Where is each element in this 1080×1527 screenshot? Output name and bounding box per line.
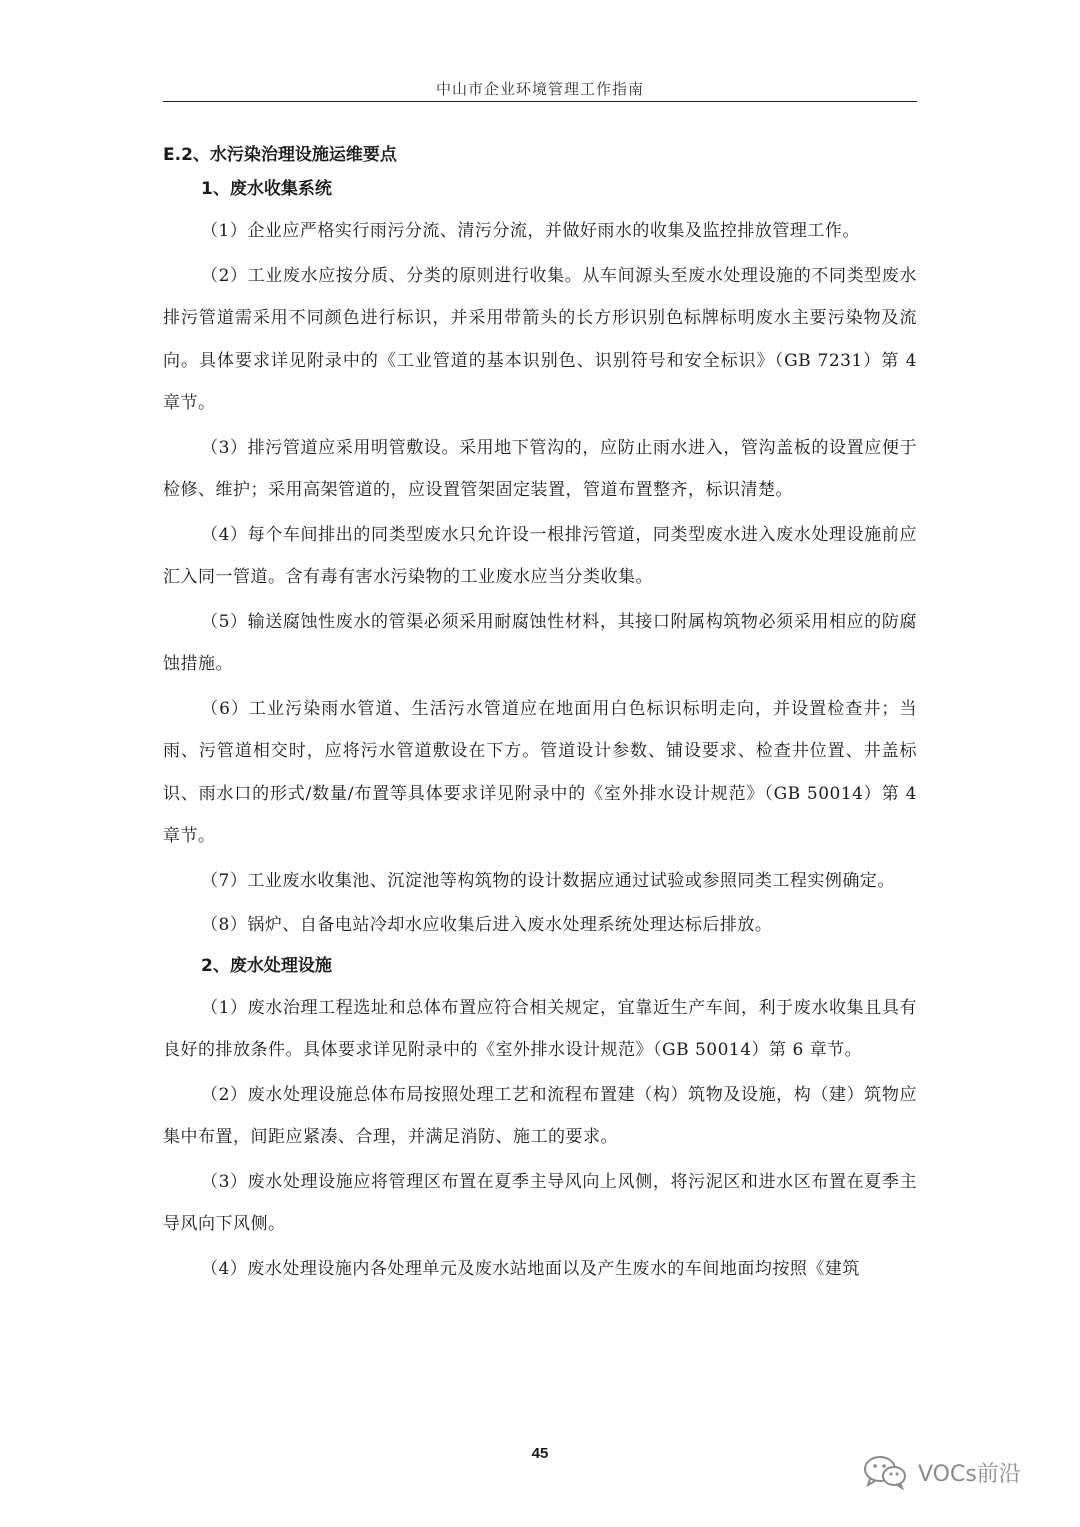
paragraph: （2）工业废水应按分质、分类的原则进行收集。从车间源头至废水处理设施的不同类型废水排污管道需采用不同颜色进行标识，并采用带箭头的长方形识别色标牌标明废水主要污染物及流向。具体要求详见附录中的《工业管道的基本识别色、识别符号和安全标识》（GB 7231）第 4 章节。	[163, 265, 917, 413]
subsection-title-treatment: 2、废水处理设施	[201, 955, 332, 976]
paragraph: （6）工业污染雨水管道、生活污水管道应在地面用白色标识标明走向，并设置检查井；当雨、污管道相交时，应将污水管道敷设在下方。管道设计参数、铺设要求、检查井位置、井盖标识、雨水口的形式/数量/布置等具体要求详见附录中的《室外排水设计规范》（GB 50014）第 4 章节。	[163, 698, 917, 846]
paragraph: （7）工业废水收集池、沉淀池等构筑物的设计数据应通过试验或参照同类工程实例确定。	[201, 870, 895, 891]
paragraph: （1）企业应严格实行雨污分流、清污分流，并做好雨水的收集及监控排放管理工作。	[201, 221, 860, 241]
header-rule	[163, 101, 917, 102]
page-number: 45	[531, 1445, 549, 1462]
paragraph: （4）每个车间排出的同类型废水只允许设一根排污管道，同类型废水进入废水处理设施前应汇入同一管道。含有毒有害水污染物的工业废水应当分类收集。	[163, 524, 917, 587]
paragraph: （5）输送腐蚀性废水的管渠必须采用耐腐蚀性材料，其接口附属构筑物必须采用相应的防腐蚀措施。	[163, 611, 917, 674]
paragraph: （1）废水治理工程选址和总体布置应符合相关规定，宜靠近生产车间，利于废水收集且具有良好的排放条件。具体要求详见附录中的《室外排水设计规范》（GB 50014）第 6 章节。	[163, 997, 917, 1060]
section-title: E.2、水污染治理设施运维要点	[163, 145, 397, 165]
subsection-title-collection: 1、废水收集系统	[201, 179, 332, 199]
paragraph: （2）废水处理设施总体布局按照处理工艺和流程布置建（构）筑物及设施，构（建）筑物应集中布置，间距应紧凑、合理，并满足消防、施工的要求。	[163, 1084, 917, 1147]
running-header: 中山市企业环境管理工作指南	[435, 80, 644, 98]
paragraph: （3）排污管道应采用明管敷设。采用地下管沟的，应防止雨水进入，管沟盖板的设置应便于检修、维护；采用高架管道的，应设置管架固定装置，管道布置整齐，标识清楚。	[163, 437, 917, 500]
document-body	[163, 138, 917, 1292]
wechat-icon	[862, 1454, 908, 1490]
paragraph: （8）锅炉、自备电站冷却水应收集后进入废水处理系统处理达标后排放。	[201, 915, 773, 935]
watermark-text: VOCs前沿	[918, 1461, 1021, 1487]
paragraph: （4）废水处理设施内各处理单元及废水站地面以及产生废水的车间地面均按照《建筑	[201, 1258, 860, 1279]
watermark	[862, 1452, 1021, 1492]
paragraph: （3）废水处理设施应将管理区布置在夏季主导风向上风侧，将污泥区和进水区布置在夏季主导风向下风侧。	[163, 1171, 917, 1234]
